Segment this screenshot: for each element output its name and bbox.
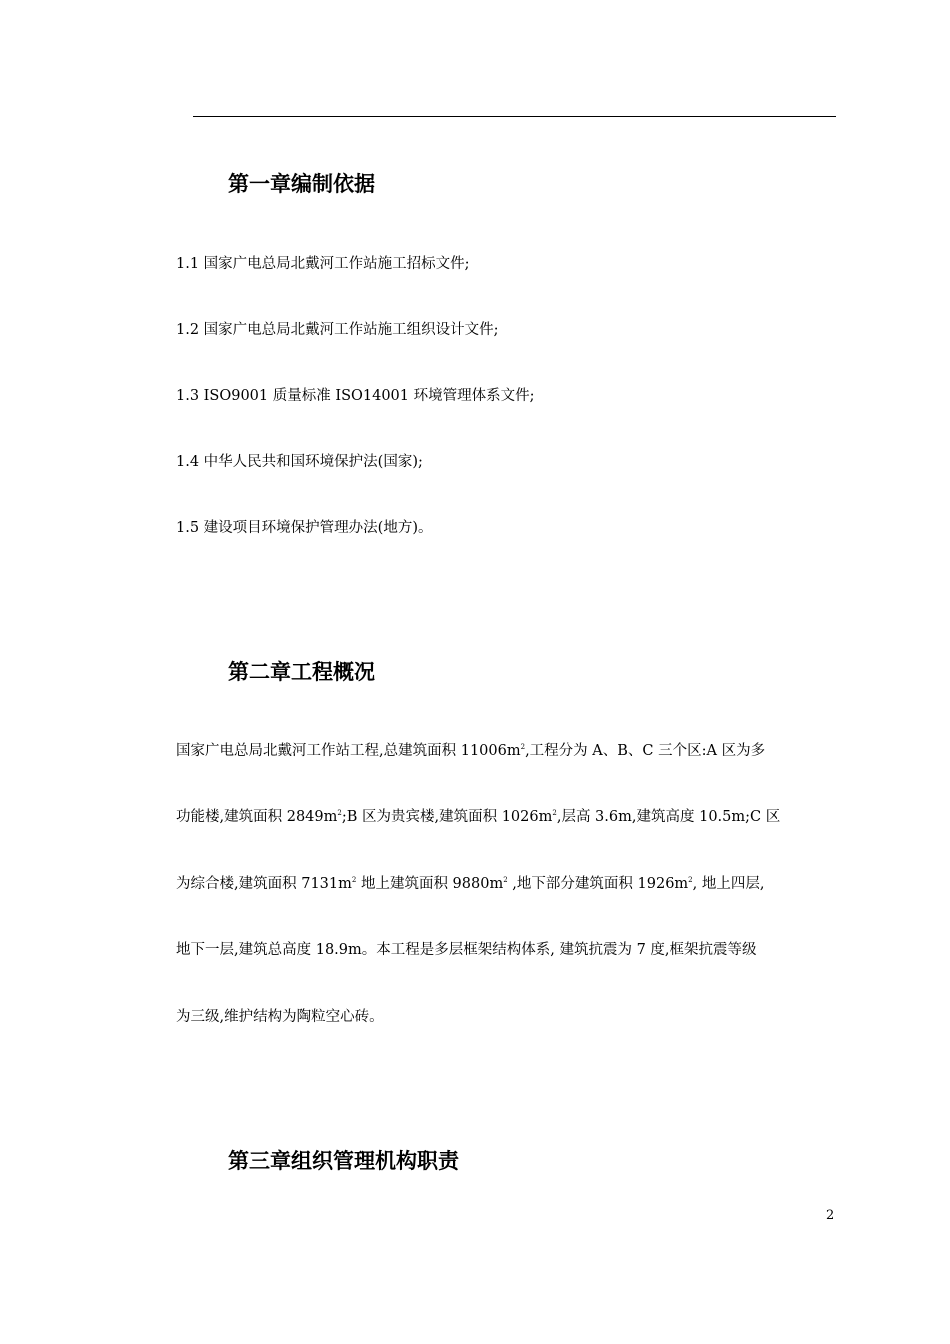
basis-item-4: 1.4 中华人民共和国环境保护法(国家); [176,454,423,470]
overview-line-4: 地下一层,建筑总高度 18.9m。本工程是多层框架结构体系, 建筑抗震为 7 度,框架抗震等级 [176,942,757,958]
chapter-3-heading: 第三章组织管理机构职责 [228,1149,459,1173]
chapter-1-heading: 第一章编制依据 [228,172,375,196]
basis-item-3: 1.3 ISO9001 质量标准 ISO14001 环境管理体系文件; [176,388,535,404]
basis-item-5: 1.5 建设项目环境保护管理办法(地方)。 [176,520,433,536]
chapter-2-heading: 第二章工程概况 [228,660,375,684]
basis-item-2: 1.2 国家广电总局北戴河工作站施工组织设计文件; [176,322,499,338]
overview-line-3: 为综合楼,建筑面积 $7131m^2$ 地上建筑面积 $9880m^2$ ,地下部分建筑面积 $1926m^2$, 地上四层, [176,876,765,892]
basis-item-1: 1.1 国家广电总局北戴河工作站施工招标文件; [176,256,470,272]
overview-line-1: 国家广电总局北戴河工作站工程,总建筑面积 $11006m^2$,工程分为 A、B、C 三个区:A 区为多 [176,743,766,759]
header-rule [193,116,836,117]
overview-line-5: 为三级,维护结构为陶粒空心砖。 [176,1009,384,1025]
overview-line-2: 功能楼,建筑面积 $2849m^2;B$ 区为贵宾楼,建筑面积 $1026m^2$,层高 3.6m,建筑高度 10.5m;C 区 [176,809,781,825]
page-number: 2 [826,1208,835,1223]
